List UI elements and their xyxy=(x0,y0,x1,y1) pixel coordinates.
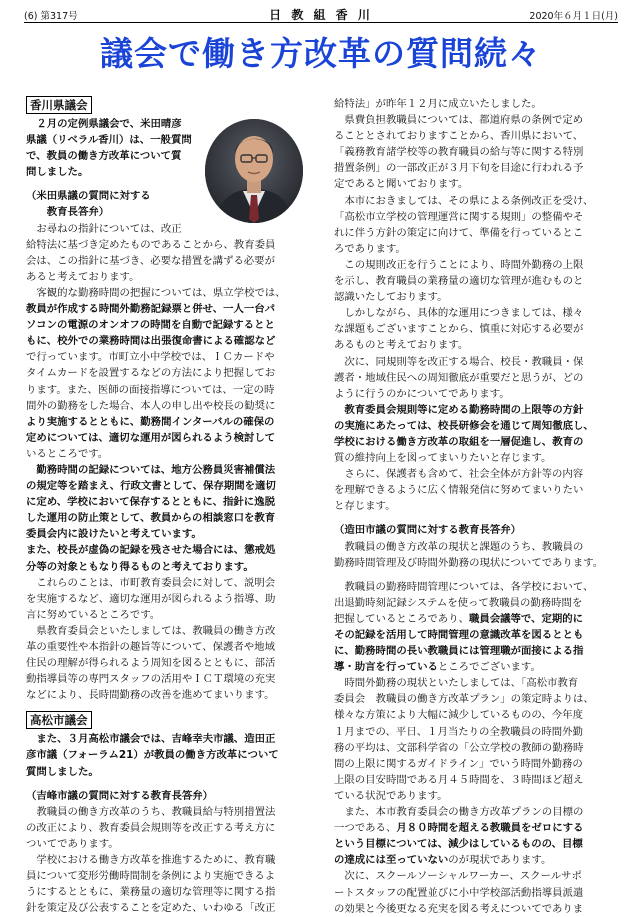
issue-date: 2020年６月１日(月) xyxy=(529,11,618,22)
text-line: さらに、保護者も含めて、社会全体が方針等の内容 xyxy=(334,468,584,481)
right-column xyxy=(334,96,616,917)
text-line: ろであります。 xyxy=(334,242,406,255)
text-line: 言に努めているところです。 xyxy=(26,608,161,621)
spacer xyxy=(26,180,308,188)
spacer xyxy=(334,571,616,579)
headline: 議会で働き方改革の質問続々 xyxy=(100,34,542,73)
text-line: また、本市教育委員会の働き方改革プランの目標の xyxy=(334,806,584,819)
text-line: ートスタッフの配置並びに小中学校部活動指導員派遣 xyxy=(334,886,584,899)
text-line: 定めについては、適切な運用が図られるよう検討して xyxy=(26,431,276,444)
text-line: 委員会内に設けたいと考えています。 xyxy=(26,528,202,541)
text-line: 教職員の働き方改革のうち、教職員給与特別措置法 xyxy=(26,805,276,818)
text-line: （米田県議の質問に対する xyxy=(26,190,151,203)
text-line: 動指導員等の専門スタッフの活用やＩＣＴ環境の充実 xyxy=(26,673,276,686)
text-line: １月までの、平日、１月当たりの全教職員の時間外勤 xyxy=(334,725,583,738)
text-line: あるものと考えております。 xyxy=(334,339,469,352)
text-line: などにより、長時間勤務の改善を進めてまいります。 xyxy=(26,689,275,702)
text-line: タイムカードを設置するなどの方法により把握してお xyxy=(26,367,276,380)
text-line: お尋ねの指針については、改正 xyxy=(26,222,182,235)
text-line: 務の平均は、文部科学省の「公立学校の教師の勤務時 xyxy=(334,741,584,754)
text-line: 質の維持向上を図ってまいりたいと存じます。 xyxy=(334,452,552,465)
text-line: これらのことは、市町教育委員会に対して、説明会 xyxy=(26,576,276,589)
text-line: 教員が作成する時間外勤務記録票と併せ、一人一台パ xyxy=(26,303,276,316)
text-line: 出退勤時刻記録システムを使って教職員の勤務時間を xyxy=(334,596,583,609)
text-line: 護者・地域住民への周知徹底が重要だと思うが、どの xyxy=(334,371,584,384)
text-line: 針を策定及び公表することを定めた、いわゆる「改正 xyxy=(26,902,276,915)
text-line: 教職員の働き方改革の現状と課題のうち、教職員の xyxy=(334,540,584,553)
text-line: より実施するとともに、勤務間インターバルの確保の xyxy=(26,415,275,428)
text-line: 給特法に基づき定めたものであることから、教育委員 xyxy=(26,238,276,251)
text-line: 員について変形労働時間制を条例により実施できるよ xyxy=(26,870,276,883)
text-line: を示し、教育職員の業務量の適切な管理が進むものと xyxy=(334,275,584,288)
text-line: ることとされておりますことから、香川県において、 xyxy=(334,130,584,143)
text-line: を理解できるように広く情報発信に努めてまいりたい xyxy=(334,484,584,497)
text-line: 給特法」が昨年１２月に成立いたしました。 xyxy=(334,98,542,110)
text-line: した運用の防止策として、教員からの相談窓口を教育 xyxy=(26,512,276,525)
text-line: に定め、学校において保存するとともに、指針に逸脱 xyxy=(26,496,275,509)
text-line: 学校における働き方改革を推進するために、教育職 xyxy=(26,854,276,867)
text-line: その記録を活用して時間管理の意識改革を図るととも xyxy=(334,629,584,641)
text-line: しかしながら、具体的な運用につきましては、様々 xyxy=(334,307,584,320)
text-line: この規則改正を行うことにより、時間外勤務の上限 xyxy=(334,258,584,271)
page-header xyxy=(24,5,618,22)
section-heading: 高松市議会 xyxy=(26,711,92,729)
spacer xyxy=(26,780,308,788)
spacer xyxy=(26,703,308,711)
text-line: （造田市議の質問に対する教育長答弁） xyxy=(334,524,522,537)
text-line: うにするとともに、業務量の適切な管理等に関する指 xyxy=(26,886,276,899)
text-line: 措置条例」の一部改正が３月下旬を目途に行われる予 xyxy=(334,162,584,175)
text-line: 間外の勤務をした場合、本人の申し出や校長の勧奨に xyxy=(26,399,276,412)
text-line: 次に、スクールソーシャルワーカー、スクールサポ xyxy=(334,870,582,883)
text-line: もに、校外での業務時間は出張復命書による確認など xyxy=(26,335,276,348)
text-line: 上限の目安時間である月４５時間を、３時間ほど超え xyxy=(334,773,584,786)
spacer xyxy=(334,514,616,522)
text-line: ります。また、医師の面接指導については、一定の時 xyxy=(26,383,275,396)
text-line: 次に、同規則等を改正する場合、校長・教職員・保 xyxy=(334,355,584,368)
text-line: いるところです。 xyxy=(26,447,109,460)
text-line: 把握しているところであり、職員会議等で、定期的に xyxy=(334,612,584,625)
text-line: また、校長が虚偽の記録を残させた場合には、懲戒処 xyxy=(26,544,276,557)
text-line: で行っています。市町立小中学校では、ＩＣカードや xyxy=(26,351,275,364)
text-line: な課題もございますことから、慎重に対応する必要が xyxy=(334,323,584,336)
text-line: に、勤務時間の長い教職員には管理職が面接による指 xyxy=(334,645,584,658)
text-line: 会は、この指針に基づき、必要な措置を講ずる必要が xyxy=(26,254,275,267)
text-line: の実施にあたっては、校長研修会を通じて周知徹底し、 xyxy=(334,419,594,432)
header-rule xyxy=(24,22,618,23)
text-line: 勤務時間管理及び時間外勤務の現状についてであります。 xyxy=(334,556,604,569)
section-heading-wrap xyxy=(26,711,308,731)
left-column xyxy=(26,96,308,916)
text-line: 一つである、月８０時間を超える教職員をゼロにする xyxy=(334,822,584,835)
text-line: 定であると聞いております。 xyxy=(334,178,469,191)
text-line: また、３月高松市議会では、吉峰幸夫市議、造田正 xyxy=(26,733,276,746)
text-line: 問しました。 xyxy=(26,166,89,179)
text-line: 県費負担教職員については、都道府県の条例で定め xyxy=(334,114,584,127)
text-line: ように行うのかについてであります。 xyxy=(334,387,510,400)
text-line: 「高松市立学校の管理運営に関する規則」の整備やそ xyxy=(334,210,584,223)
text-line: 県教育委員会といたしましては、教職員の働き方改 xyxy=(26,624,276,637)
newsletter-title: 日 教 組 香 川 xyxy=(269,8,373,22)
text-line: 革の重要性や本指針の趣旨等について、保護者や地域 xyxy=(26,641,275,653)
text-line: ２月の定例県議会で、米田晴彦 xyxy=(26,118,182,130)
text-line: 認識いたしております。 xyxy=(334,291,448,304)
text-line: ソコンの電源のオンオフの時間を自動で記録するとと xyxy=(26,319,275,332)
text-line: （吉峰市議の質問に対する教育長答弁） xyxy=(26,789,214,802)
text-line: れに伴う方針の策定に向けて、準備を行っているとこ xyxy=(334,226,584,239)
text-line: 「義務教育諸学校等の教育職員の給与等に関する特別 xyxy=(334,146,584,159)
text-line: の改正により、教育委員会規則等を改正する考え方に xyxy=(26,821,276,834)
section-heading: 香川県議会 xyxy=(26,96,92,114)
text-line: 勤務時間の記録については、地方公務員災害補償法 xyxy=(26,463,276,476)
text-line: 学校における働き方改革の取組を一層促進し、教育の xyxy=(334,435,584,448)
text-line: を実施するなど、適切な運用が図られるよう指導、助 xyxy=(26,592,276,605)
text-line: 分等の対象ともなり得るものと考えております。 xyxy=(26,560,254,573)
text-line: という目標については、減少はしているものの、目標 xyxy=(334,838,583,851)
text-line: の達成には至っていないのが現状であります。 xyxy=(334,854,552,867)
text-line: 教職員の勤務時間管理については、各学校において、 xyxy=(334,580,594,593)
text-line: ている状況であります。 xyxy=(334,789,448,802)
text-line: 間の上限に関するガイドライン」でいう時間外勤務の xyxy=(334,757,583,770)
issue-number: (6) 第317号 xyxy=(24,11,78,22)
text-line: で、教員の働き方改革について質 xyxy=(26,150,182,163)
section-heading-wrap xyxy=(26,96,308,116)
text-line: あると考えております。 xyxy=(26,270,140,283)
text-line: と存じます。 xyxy=(334,500,396,513)
text-line: 客観的な勤務時間の把握については、県立学校では、 xyxy=(26,286,286,299)
text-line: 質問しました。 xyxy=(26,765,99,778)
text-line: ついてであります。 xyxy=(26,837,119,850)
text-line: 委員会 教職員の働き方改革プラン」の策定時よりは、 xyxy=(334,693,594,706)
text-line: 住民の理解が得られるよう周知を図るとともに、部活 xyxy=(26,657,276,670)
text-line: 時間外勤務の現状といたしましては、「高松市教育 xyxy=(334,677,579,690)
text-line: 教育委員会規則等に定める勤務時間の上限等の方針 xyxy=(334,403,584,416)
text-line: 様々な方策により大幅に減少しているものの、今年度 xyxy=(334,709,583,722)
text-line: 教育長答弁） xyxy=(26,206,110,219)
text-line: 本市におきましては、その県による条例改正を受け、 xyxy=(334,194,594,207)
text-line: の効果と今後更なる充実を図る考えについてでありま xyxy=(334,902,584,915)
text-line: 彦市議（フォーラム21）が教員の働き方改革について xyxy=(26,749,279,762)
text-line: の規定等を踏まえ、行政文書として、保存期間を適切 xyxy=(26,480,276,493)
text-line: 導・助言を行っているところでございます。 xyxy=(334,661,541,674)
text-line: 県議（リベラル香川）は、一般質問 xyxy=(26,134,192,147)
